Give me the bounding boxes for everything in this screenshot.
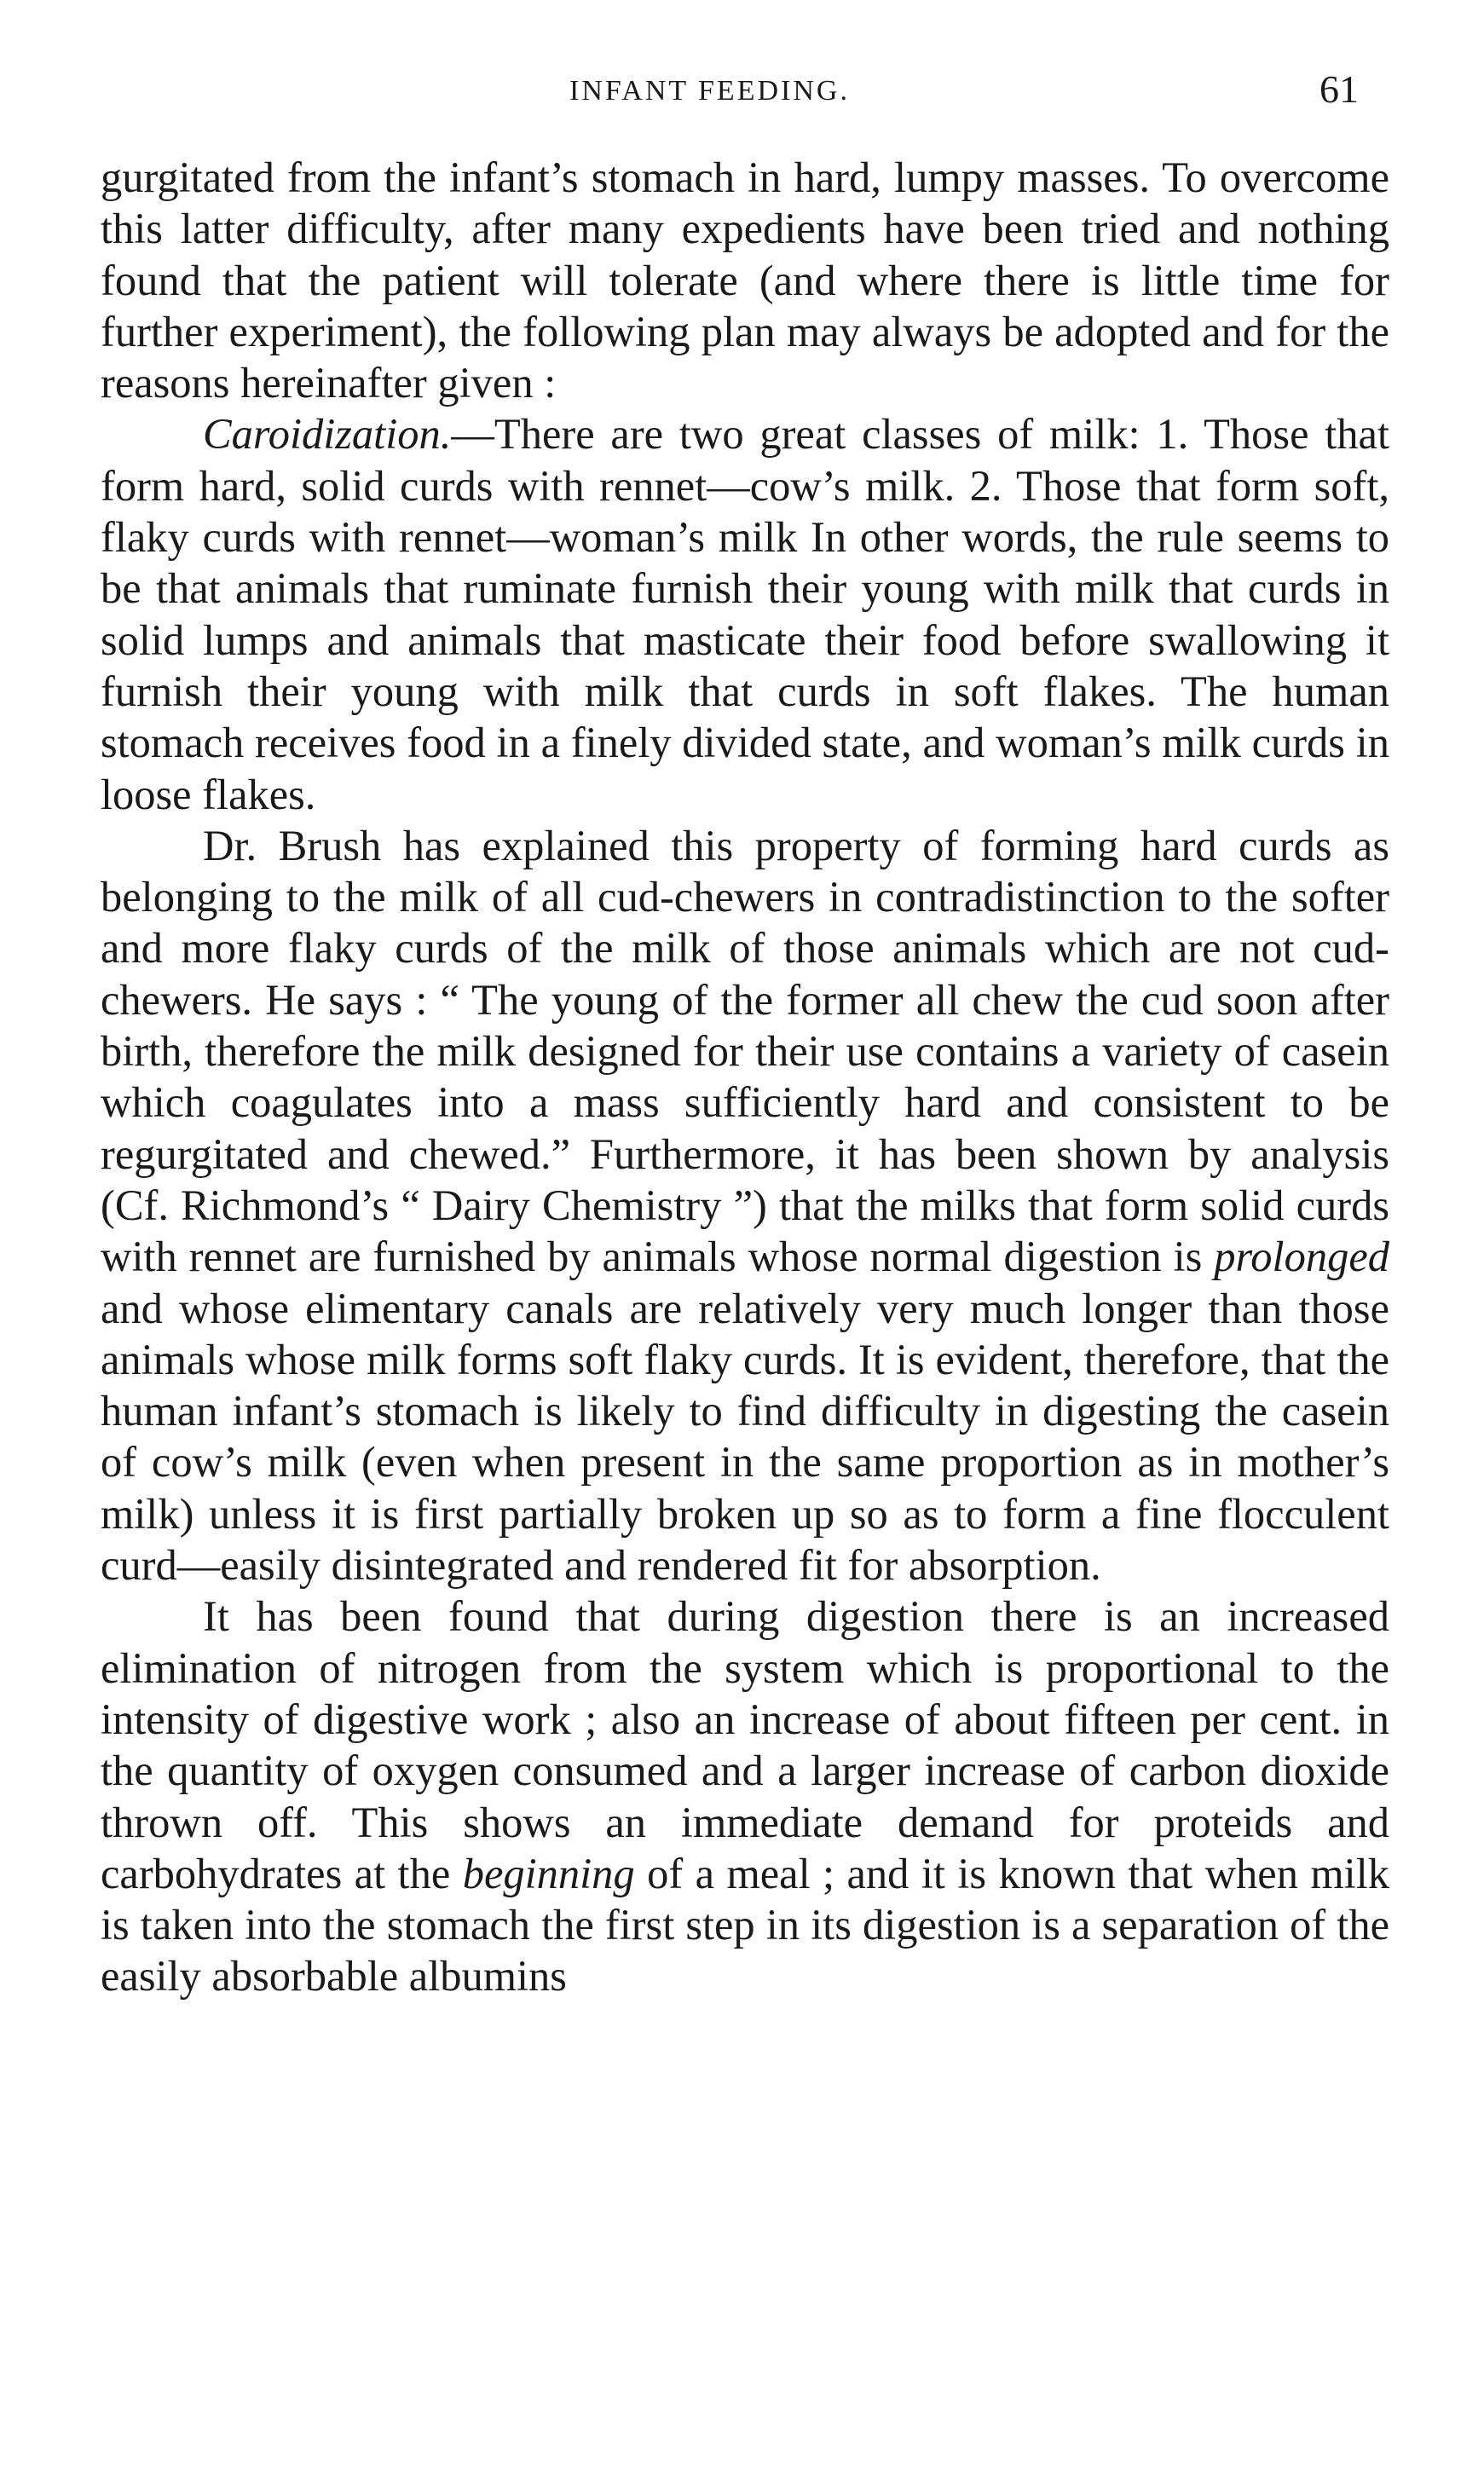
paragraph-p3 [101,820,1389,1591]
paragraph-text: gurgitated from the infant’s stomach in hard, lumpy masses. To overcome this latter difficulty, after many expedients have been tried and nothing found that the patient will tolerate (and where there is little time for further experiment), the following plan may always be adopted and for the reasons hereinafter given : [101,153,1389,407]
paragraph-text: of a meal ; and it is known that when milk is taken into the stomach the first step in its digestion is a separation of the easily absorbable albumins [101,1849,1389,2001]
paragraph-text: Dr. Brush has explained this property of forming hard curds as belonging to the milk of all cud-chewers in contradistinction to the softer and more flaky curds of the milk of those animals which are not cud-chewers. He says : “ The young of the former all chew the cud soon after birth, therefore the milk designed for their use contains a variety of casein which coagulates into a mass sufficiently hard and consistent to be regurgitated and chewed.” Furthermore, it has been shown by analysis (Cf. Richmond’s “ Dairy Chemistry ”) that the milks that form solid curds with rennet are furnished by animals whose normal digestion is [101,821,1389,1281]
body-text [101,152,1389,2002]
running-title: INFANT FEEDING. [569,75,850,107]
italic-text: Caroidization. [203,410,452,459]
running-head [0,66,1484,118]
paragraph-text: and whose elimentary canals are relatively very much longer than those animals whose milk forms soft flaky curds. It is evident, therefore, that the human infant’s stomach is likely to find difficulty in digesting the casein of cow’s milk (even when present in the same proportion as in mother’s milk) unless it is first partially broken up so as to form a fine flocculent curd—easily disintegrated and rendered fit for absorption. [101,1284,1389,1590]
italic-text: prolonged [1214,1233,1389,1281]
italic-text: beginning [462,1849,635,1897]
paragraph-p2 [101,408,1389,819]
page-number: 61 [1319,67,1359,111]
paragraph-p4 [101,1591,1389,2001]
paragraph-p1 [101,152,1389,408]
paragraph-text: It has been found that during digestion there is an increased elimination of nitrogen from the system which is proportional to the intensity of digestive work ; also an increase of about fifteen per cent. in the quantity of oxygen consumed and a larger increase of carbon dioxide thrown off. This shows an immediate demand for proteids and carbohydrates at the [101,1592,1389,1897]
paragraph-text: —There are two great classes of milk: 1. Those that form hard, solid curds with rennet—cow’s milk. 2. Those that form soft, flaky curds with rennet—woman’s milk In other words, the rule seems to be that animals that ruminate furnish their young with milk that curds in solid lumps and animals that masticate their food before swallowing it furnish their young with milk that curds in soft flakes. The human stomach receives food in a finely divided state, and woman’s milk curds in loose flakes. [101,410,1389,818]
